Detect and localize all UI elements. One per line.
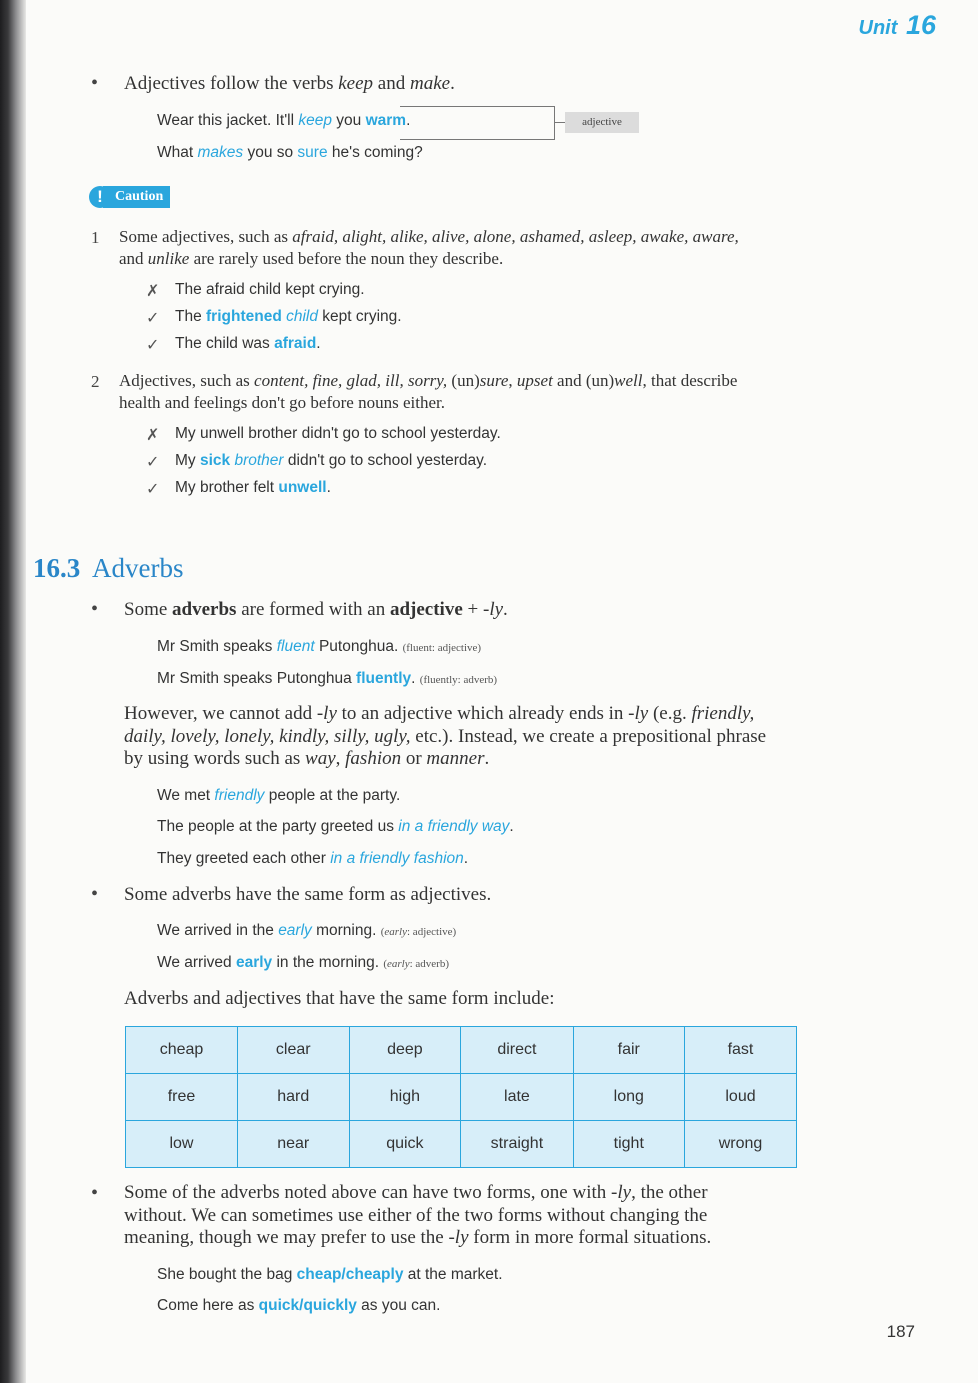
however-paragraph: However, we cannot add -ly to an adjective which already ends in -ly (e.g. friendly, daily, lovely, lonely, kindly, silly, ugly, etc.). Instead, we create a prepositional phrase by using words such as way, fashion or manner. [124, 703, 767, 769]
example-child-afraid: The child was afraid. [175, 335, 321, 352]
example-sick-brother: My sick brother didn't go to school yesterday. [175, 452, 488, 469]
example-early-adjective: We arrived in the early morning. (early: adjective) [157, 922, 457, 939]
bullet-marker: • [91, 1182, 99, 1204]
point1-text: Some adjectives, such as afraid, alight, alike, alive, alone, ashamed, asleep, awake, aware, and unlike are rarely used before the noun they describe. [119, 227, 739, 268]
check-icon: ✓ [146, 479, 160, 498]
table-cell: straight [461, 1121, 573, 1168]
check-icon: ✓ [146, 452, 160, 471]
adjective-bracket [400, 106, 555, 140]
point2-text: Adjectives, such as content, fine, glad, ill, sorry, (un)sure, upset and (un)well, that describe health and feelings don't go before nouns either. [119, 371, 738, 412]
exclamation-icon: ! [89, 186, 111, 208]
caution-badge [89, 186, 170, 208]
example-friendly-way: The people at the party greeted us in a friendly way. [157, 818, 514, 835]
unit-label [859, 10, 937, 41]
table-cell: high [349, 1074, 461, 1121]
section-number: 16.3 [33, 553, 81, 583]
table-cell: wrong [684, 1121, 796, 1168]
example-wrong-afraid: The afraid child kept crying. [175, 281, 365, 298]
bullet-marker: • [91, 598, 99, 620]
book-spine-shadow [0, 0, 26, 1383]
table-cell: near [237, 1121, 349, 1168]
table-cell: clear [237, 1027, 349, 1074]
example-friendly-fashion: They greeted each other in a friendly fashion. [157, 850, 469, 867]
table-cell: long [573, 1074, 684, 1121]
example-frightened-child: The frightened child kept crying. [175, 308, 402, 325]
example-quick-quickly: Come here as quick/quickly as you can. [157, 1297, 441, 1314]
table-cell: direct [461, 1027, 573, 1074]
table-cell: fast [684, 1027, 796, 1074]
bullet-marker: • [91, 72, 99, 94]
point-number: 2 [91, 372, 100, 391]
check-icon: ✓ [146, 308, 160, 327]
table-row [126, 1074, 797, 1121]
table-cell: cheap [126, 1027, 238, 1074]
example-wrong-unwell: My unwell brother didn't go to school yesterday. [175, 425, 501, 442]
same-form-table [125, 1026, 797, 1168]
unit-number: 16 [905, 10, 936, 40]
table-cell: free [126, 1074, 238, 1121]
check-icon: ✓ [146, 335, 160, 354]
caution-label: Caution [103, 186, 170, 208]
example-cheap-cheaply: She bought the bag cheap/cheaply at the market. [157, 1266, 503, 1283]
table-row [126, 1121, 797, 1168]
section-title: Adverbs [92, 553, 184, 583]
adjective-label: adjective [565, 112, 639, 133]
point-number: 1 [91, 228, 100, 247]
example-fluently: Mr Smith speaks Putonghua fluently. (fluently: adverb) [157, 670, 498, 687]
example-felt-unwell: My brother felt unwell. [175, 479, 331, 496]
cross-icon: ✗ [146, 281, 160, 300]
example-early-adverb: We arrived early in the morning. (early: adverb) [157, 954, 450, 971]
example-keep-warm: Wear this jacket. It'll keep you warm. [157, 112, 411, 129]
bullet-text-verbs: Adjectives follow the verbs keep and make. [124, 73, 455, 94]
table-cell: low [126, 1121, 238, 1168]
example-makes-sure: What makes you so sure he's coming? [157, 144, 423, 161]
page-number: 187 [886, 1322, 915, 1341]
table-cell: late [461, 1074, 573, 1121]
table-cell: deep [349, 1027, 461, 1074]
bullet-text-ly: Some adverbs are formed with an adjective + -ly. [124, 599, 508, 620]
table-cell: hard [237, 1074, 349, 1121]
bullet-text-same-form: Some adverbs have the same form as adjectives. [124, 884, 492, 905]
table-row [126, 1027, 797, 1074]
table-cell: loud [684, 1074, 796, 1121]
example-friendly-people: We met friendly people at the party. [157, 787, 401, 804]
same-form-include: Adverbs and adjectives that have the same form include: [124, 988, 555, 1009]
table-cell: quick [349, 1121, 461, 1168]
table-cell: tight [573, 1121, 684, 1168]
bracket-arm [555, 122, 565, 123]
example-fluent: Mr Smith speaks fluent Putonghua. (fluent: adjective) [157, 638, 482, 655]
cross-icon: ✗ [146, 425, 160, 444]
bullet-marker: • [91, 883, 99, 905]
two-forms-paragraph: Some of the adverbs noted above can have two forms, one with -ly, the other without. We can sometimes use either of the two forms without changing the meaning, though we may prefer to use the -ly form in more formal situations. [124, 1182, 712, 1248]
table-cell: fair [573, 1027, 684, 1074]
unit-word: Unit [858, 17, 898, 39]
